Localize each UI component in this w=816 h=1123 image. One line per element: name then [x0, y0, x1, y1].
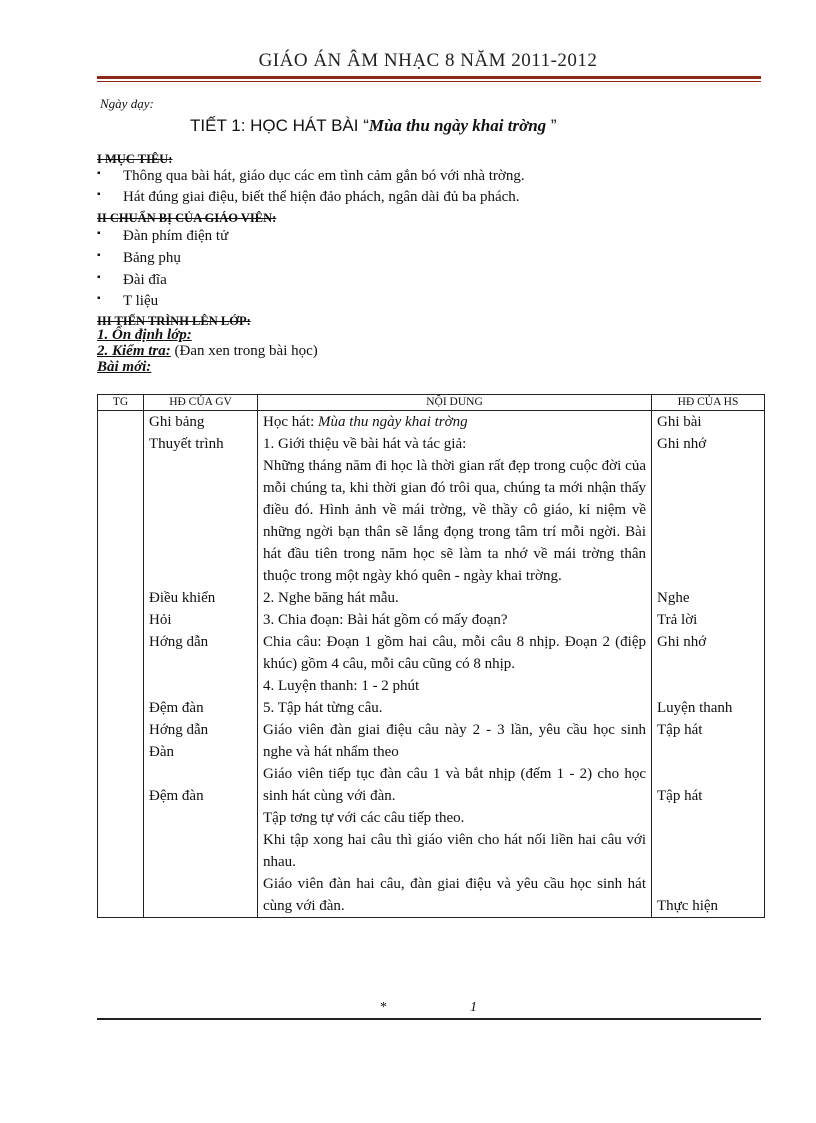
- tg-cell: [98, 411, 144, 434]
- page-header-title: GIÁO ÁN ÂM NHẠC 8 NĂM 2011-2012: [258, 50, 598, 71]
- col-header-hs: HĐ CỦA HS: [652, 395, 765, 411]
- hs-activity: Thực hiện: [657, 898, 719, 914]
- hs-activity: Ghi bài: [657, 414, 702, 430]
- table-body: [98, 411, 765, 918]
- gv-activity: Đệm đàn: [149, 700, 204, 716]
- hs-activity: Nghe: [657, 590, 690, 606]
- content-cell: [258, 609, 652, 631]
- gv-activity: Đệm đàn: [149, 788, 204, 804]
- objective-item: ▪ Hát đúng giai điệu, biết thể hiện đảo phách, ngân dài đủ ba phách.: [97, 189, 520, 205]
- prep-item: ▪ Bảng phụ: [97, 250, 181, 266]
- hs-activity: [657, 807, 759, 829]
- gv-activity: [149, 763, 252, 785]
- hs-activity: Ghi nhớ: [657, 634, 707, 650]
- content-cell: [258, 697, 652, 719]
- tg-cell: [98, 697, 144, 719]
- content-text: 2. Nghe băng hát mẫu.: [263, 590, 399, 606]
- tg-cell: [98, 433, 144, 587]
- table-row: [98, 587, 765, 609]
- content-cell: [258, 433, 652, 587]
- hs-activity: Luyện thanh: [657, 700, 733, 716]
- col-header-gv: HĐ CỦA GV: [144, 395, 258, 411]
- hs-cell: [652, 697, 765, 719]
- page-number: 1: [470, 1000, 477, 1015]
- step-1: 1. Ổn định lớp:: [97, 327, 192, 343]
- table-header-row: [98, 395, 765, 411]
- col-header-content: NỘI DUNG: [258, 395, 652, 411]
- table-row: [98, 631, 765, 697]
- content-cell: [258, 411, 652, 434]
- gv-activity: Ghi bảng: [149, 414, 205, 430]
- hs-activity: Tập hát: [657, 788, 703, 804]
- objectives-heading: I MỤC TIÊU:: [97, 152, 173, 166]
- gv-cell: [144, 609, 258, 631]
- lesson-title-prefix: TIẾT 1: HỌC HÁT BÀI “: [190, 116, 369, 135]
- hs-cell: [652, 763, 765, 918]
- gv-cell: [144, 411, 258, 434]
- hs-cell: [652, 411, 765, 434]
- tg-cell: [98, 719, 144, 763]
- table-row: [98, 433, 765, 587]
- prep-item: ▪ Đàn phím điện tử: [97, 228, 229, 244]
- hs-activity: Ghi nhớ: [657, 436, 707, 452]
- hs-activity: Trả lời: [657, 612, 698, 628]
- table-row: [98, 763, 765, 918]
- date-label: Ngày dạy:: [100, 96, 154, 111]
- content-cell: [258, 719, 652, 763]
- prep-heading: II CHUẨN BỊ CỦA GIÁO VIÊN:: [97, 211, 277, 225]
- hs-cell: [652, 609, 765, 631]
- objective-item: ▪ Thông qua bài hát, giáo dục các em tình cảm gắn bó với nhà trờng.: [97, 168, 525, 184]
- gv-cell: [144, 763, 258, 918]
- hs-activity: Tập hát: [657, 722, 703, 738]
- hs-cell: [652, 433, 765, 587]
- table-row: [98, 719, 765, 763]
- footer-rule: [97, 1018, 761, 1020]
- process-heading: III TIẾN TRÌNH LÊN LỚP:: [97, 314, 251, 328]
- content-song-name: Mùa thu ngày khai trờng: [317, 414, 468, 430]
- tg-cell: [98, 609, 144, 631]
- step-3: Bài mới:: [97, 359, 152, 375]
- step-2: 2. Kiểm tra: (Đan xen trong bài học): [97, 343, 318, 359]
- content-text: 5. Tập hát từng câu.: [263, 700, 383, 716]
- gv-cell: [144, 719, 258, 763]
- footer-star: *: [380, 1000, 387, 1015]
- content-text: 3. Chia đoạn: Bài hát gồm có mấy đoạn?: [263, 612, 508, 628]
- gv-cell: [144, 631, 258, 697]
- hs-cell: [652, 719, 765, 763]
- content-text: Giáo viên đàn giai điệu câu này 2 - 3 lần, yêu cầu học sinh nghe và hát nhẩm theo: [263, 722, 646, 760]
- tg-cell: [98, 763, 144, 918]
- hs-cell: [652, 631, 765, 697]
- hs-cell: [652, 587, 765, 609]
- gv-activity: Điều khiển: [149, 590, 216, 606]
- tg-cell: [98, 587, 144, 609]
- gv-activity: Thuyết trình: [149, 436, 224, 452]
- content-text: 1. Giới thiệu về bài hát và tác giả: Những tháng năm đi học là thời gian rất đẹp trong cuộc đời của mỗi chúng ta, khi thời gian đó trôi qua, chúng ta mới nhận thấy điều đó. Hình ảnh về mái trờng, về thầy cô giáo, kỉ niệm về những ngời bạn thân sẽ lắng đọng trong tâm trí mỗi ngời. Bài hát đầu tiên trong năm học sẽ làm ta nhớ về mái trờng thân thuộc trong một ngày khó quên - ngày khai trờng.: [263, 436, 646, 584]
- gv-cell: [144, 587, 258, 609]
- hs-activity: [657, 829, 759, 851]
- gv-activity: Đàn: [149, 744, 174, 760]
- col-header-tg: TG: [98, 395, 144, 411]
- gv-cell: [144, 697, 258, 719]
- header-rule-thick: [97, 76, 761, 79]
- lesson-title: [190, 116, 557, 136]
- tg-cell: [98, 631, 144, 697]
- hs-activity: [657, 763, 759, 785]
- content-cell: [258, 587, 652, 609]
- lesson-title-suffix: ”: [546, 116, 557, 135]
- table-row: [98, 697, 765, 719]
- header-rule-thin: [97, 81, 761, 82]
- content-cell: [258, 631, 652, 697]
- table-row: [98, 609, 765, 631]
- gv-cell: [144, 433, 258, 587]
- content-text: Chia câu: Đoạn 1 gồm hai câu, mỗi câu 8 nhịp. Đoạn 2 (điệp khúc) gồm 4 câu, mỗi câu cũng có 8 nhịp. 4. Luyện thanh: 1 - 2 phút: [263, 634, 646, 694]
- prep-item: ▪ Đài đĩa: [97, 272, 167, 288]
- gv-activity: Hỏi: [149, 612, 172, 628]
- gv-activity: Hớng dẫn: [149, 634, 209, 650]
- gv-activity: Hớng dẫn: [149, 722, 209, 738]
- table-row: [98, 411, 765, 434]
- content-text: Giáo viên tiếp tục đàn câu 1 và bắt nhịp (đếm 1 - 2) cho học sinh hát cùng với đàn. Tập tơng tự với các câu tiếp theo. Khi tập xong hai câu thì giáo viên cho hát nối liền hai câu với nhau. Giáo viên đàn hai câu, đàn giai điệu và yêu cầu học sinh hát cùng với đàn.: [263, 766, 646, 914]
- lesson-plan-table: [97, 394, 765, 918]
- hs-activity: [657, 873, 759, 895]
- prep-item: ▪ T liệu: [97, 293, 159, 309]
- hs-activity: [657, 851, 759, 873]
- song-name: Mùa thu ngày khai trờng: [368, 116, 547, 135]
- content-prefix: Học hát:: [263, 414, 318, 430]
- content-cell: [258, 763, 652, 918]
